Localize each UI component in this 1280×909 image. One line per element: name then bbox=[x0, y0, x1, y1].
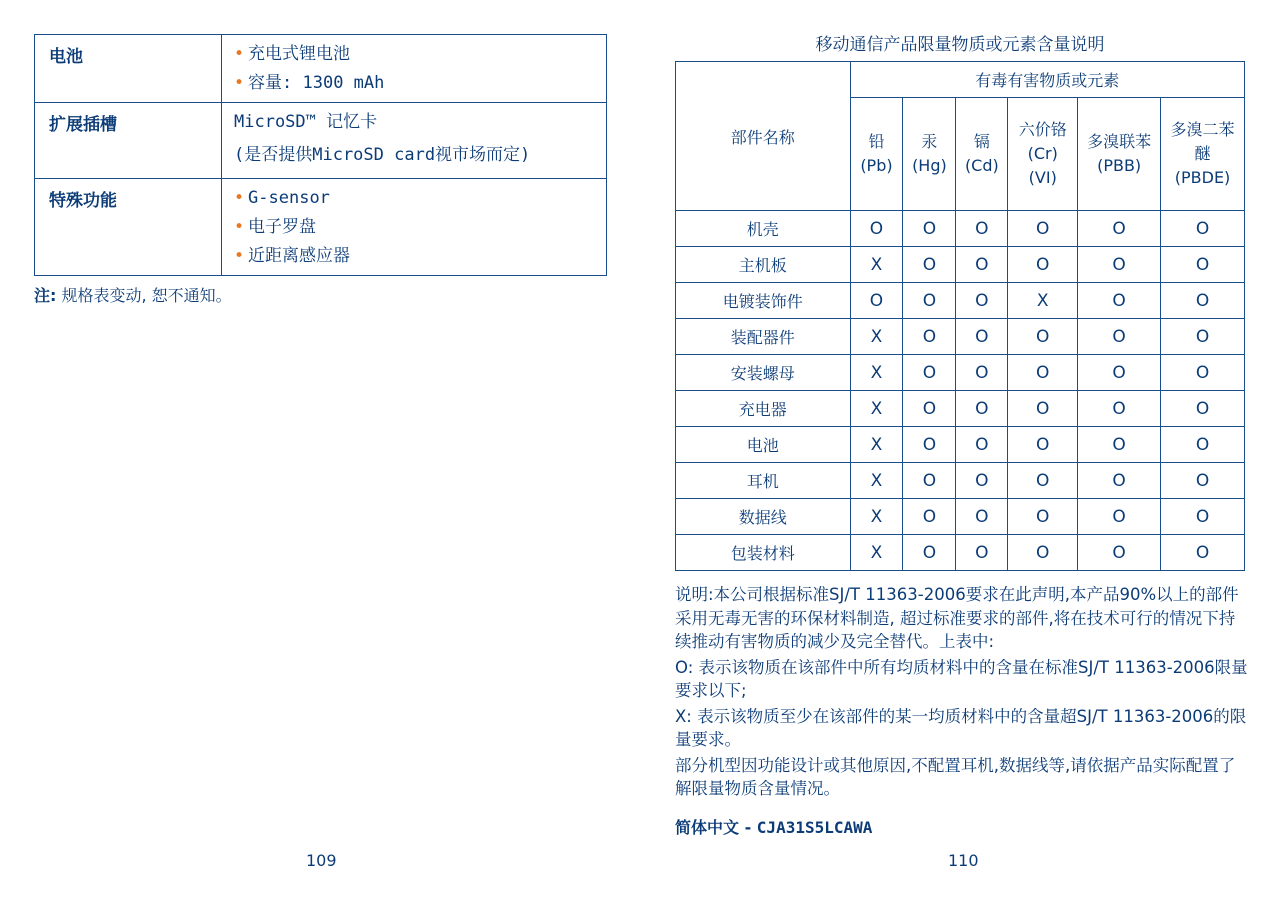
footer-language: 简体中文 bbox=[675, 818, 740, 837]
mark-cell: O bbox=[1161, 535, 1245, 571]
table-row bbox=[676, 391, 1245, 427]
mark-cell: O bbox=[903, 283, 956, 319]
spec-row-slot bbox=[35, 103, 607, 179]
mark-cell: O bbox=[1008, 463, 1078, 499]
table-row bbox=[676, 535, 1245, 571]
mark-cell: O bbox=[1161, 319, 1245, 355]
mark-cell: O bbox=[956, 535, 1008, 571]
spec-value: • 充电式锂电池 • 容量: 1300 mAh bbox=[222, 35, 607, 103]
mark-cell: O bbox=[956, 211, 1008, 247]
mark-cell: O bbox=[1078, 211, 1161, 247]
part-name-cell: 装配器件 bbox=[676, 319, 851, 355]
mark-cell: X bbox=[850, 427, 903, 463]
table-row bbox=[676, 247, 1245, 283]
part-name-cell: 耳机 bbox=[676, 463, 851, 499]
mark-cell: O bbox=[1161, 427, 1245, 463]
spec-line: G-sensor bbox=[248, 188, 330, 208]
mark-cell: O bbox=[956, 391, 1008, 427]
mark-cell: O bbox=[1008, 319, 1078, 355]
mark-cell: O bbox=[1161, 499, 1245, 535]
part-name-cell: 电池 bbox=[676, 427, 851, 463]
mark-cell: O bbox=[1078, 427, 1161, 463]
mark-cell: X bbox=[850, 355, 903, 391]
note-text: 规格表变动, 恕不通知。 bbox=[61, 286, 232, 305]
mark-cell: O bbox=[1078, 499, 1161, 535]
mark-cell: O bbox=[1161, 355, 1245, 391]
part-name-cell: 充电器 bbox=[676, 391, 851, 427]
mark-cell: X bbox=[850, 247, 903, 283]
mark-cell: O bbox=[903, 355, 956, 391]
table-row bbox=[676, 211, 1245, 247]
footer-code: CJA31S5LCAWA bbox=[756, 818, 873, 837]
mark-cell: O bbox=[1008, 535, 1078, 571]
mark-cell: O bbox=[956, 319, 1008, 355]
spec-line: MicroSD™ 记忆卡 bbox=[234, 112, 378, 132]
mark-cell: O bbox=[1078, 319, 1161, 355]
mark-cell: O bbox=[903, 427, 956, 463]
mark-cell: O bbox=[1161, 247, 1245, 283]
hazard-table-title: 移动通信产品限量物质或元素含量说明 bbox=[815, 35, 1105, 55]
spec-table bbox=[34, 34, 607, 276]
substance-group-header: 有毒有害物质或元素 bbox=[850, 62, 1245, 98]
spec-line: 电子罗盘 bbox=[248, 217, 317, 237]
page-number-right: 110 bbox=[948, 851, 979, 870]
mark-cell: O bbox=[903, 211, 956, 247]
mark-cell: X bbox=[1008, 283, 1078, 319]
mark-cell: O bbox=[1078, 535, 1161, 571]
part-name-cell: 电镀装饰件 bbox=[676, 283, 851, 319]
mark-cell: O bbox=[903, 319, 956, 355]
mark-cell: O bbox=[1161, 211, 1245, 247]
col-header-pbde: 多溴二苯 醚 (PBDE) bbox=[1161, 98, 1245, 211]
spec-line: (是否提供MicroSD card视市场而定) bbox=[234, 145, 531, 165]
mark-cell: O bbox=[1078, 283, 1161, 319]
spec-note bbox=[34, 283, 232, 306]
mark-cell: O bbox=[1008, 355, 1078, 391]
mark-cell: O bbox=[903, 247, 956, 283]
mark-cell: O bbox=[903, 499, 956, 535]
mark-cell: O bbox=[903, 535, 956, 571]
spec-key: 电池 bbox=[35, 35, 222, 103]
spec-line: 充电式锂电池 bbox=[248, 44, 351, 64]
mark-cell: X bbox=[850, 535, 903, 571]
mark-cell: O bbox=[1008, 211, 1078, 247]
table-row bbox=[676, 463, 1245, 499]
mark-cell: O bbox=[956, 355, 1008, 391]
part-name-cell: 数据线 bbox=[676, 499, 851, 535]
col-header-cr6: 六价铬 (Cr) (VI) bbox=[1008, 98, 1078, 211]
explanation-paragraph: 说明:本公司根据标准SJ/T 11363-2006要求在此声明,本产品90%以上的部件采用无毒无害的环保材料制造, 超过标准要求的部件,将在技术可行的情况下持续推动有害物质的减少及完全替代。上表中: bbox=[675, 585, 1239, 651]
table-row bbox=[676, 499, 1245, 535]
mark-cell: O bbox=[903, 391, 956, 427]
page-number-left: 109 bbox=[306, 851, 337, 870]
mark-cell: O bbox=[956, 463, 1008, 499]
spec-value bbox=[222, 103, 607, 179]
table-row bbox=[676, 355, 1245, 391]
mark-cell: O bbox=[1008, 391, 1078, 427]
part-name-header: 部件名称 bbox=[676, 62, 851, 211]
spec-row-battery bbox=[35, 35, 607, 103]
spec-line: 近距离感应器 bbox=[248, 246, 351, 266]
mark-cell: O bbox=[850, 283, 903, 319]
part-name-cell: 机壳 bbox=[676, 211, 851, 247]
col-header-hg: 汞 (Hg) bbox=[903, 98, 956, 211]
mark-cell: X bbox=[850, 463, 903, 499]
col-header-pb: 铅 (Pb) bbox=[850, 98, 903, 211]
explanation-note: 部分机型因功能设计或其他原因,不配置耳机,数据线等,请依据产品实际配置了解限量物质含量情况。 bbox=[675, 755, 1236, 798]
part-name-cell: 包装材料 bbox=[676, 535, 851, 571]
explanation-x-legend: X: 表示该物质至少在该部件的某一均质材料中的含量超SJ/T 11363-2006的限量要求。 bbox=[675, 706, 1247, 749]
mark-cell: X bbox=[850, 499, 903, 535]
baidu-watermark bbox=[915, 755, 1225, 875]
spec-key: 特殊功能 bbox=[35, 179, 222, 276]
mark-cell: O bbox=[956, 499, 1008, 535]
explanation-o-legend: O: 表示该物质在该部件中所有均质材料中的含量在标准SJ/T 11363-2006限量要求以下; bbox=[675, 657, 1248, 700]
mark-cell: O bbox=[903, 463, 956, 499]
mark-cell: O bbox=[956, 247, 1008, 283]
note-label: 注: bbox=[34, 286, 57, 305]
mark-cell: O bbox=[1161, 391, 1245, 427]
mark-cell: O bbox=[956, 283, 1008, 319]
mark-cell: O bbox=[1078, 247, 1161, 283]
mark-cell: O bbox=[1008, 247, 1078, 283]
part-name-cell: 主机板 bbox=[676, 247, 851, 283]
mark-cell: O bbox=[1161, 463, 1245, 499]
mark-cell: O bbox=[1161, 283, 1245, 319]
col-header-cd: 镉 (Cd) bbox=[956, 98, 1008, 211]
mark-cell: O bbox=[1008, 499, 1078, 535]
mark-cell: X bbox=[850, 319, 903, 355]
mark-cell: X bbox=[850, 391, 903, 427]
table-row bbox=[676, 427, 1245, 463]
hazard-table bbox=[675, 61, 1245, 571]
mark-cell: O bbox=[1008, 427, 1078, 463]
spec-value: • G-sensor • 电子罗盘 • 近距离感应器 bbox=[222, 179, 607, 276]
footer-language-code: 简体中文 - CJA31S5LCAWA bbox=[675, 818, 873, 837]
spec-line: 容量: 1300 mAh bbox=[248, 73, 385, 93]
spec-key: 扩展插槽 bbox=[35, 103, 222, 179]
spec-row-features bbox=[35, 179, 607, 276]
mark-cell: O bbox=[1078, 463, 1161, 499]
table-row bbox=[676, 283, 1245, 319]
mark-cell: O bbox=[1078, 391, 1161, 427]
part-name-cell: 安装螺母 bbox=[676, 355, 851, 391]
mark-cell: O bbox=[850, 211, 903, 247]
table-row bbox=[676, 319, 1245, 355]
mark-cell: O bbox=[1078, 355, 1161, 391]
mark-cell: O bbox=[956, 427, 1008, 463]
col-header-pbb: 多溴联苯 (PBB) bbox=[1078, 98, 1161, 211]
